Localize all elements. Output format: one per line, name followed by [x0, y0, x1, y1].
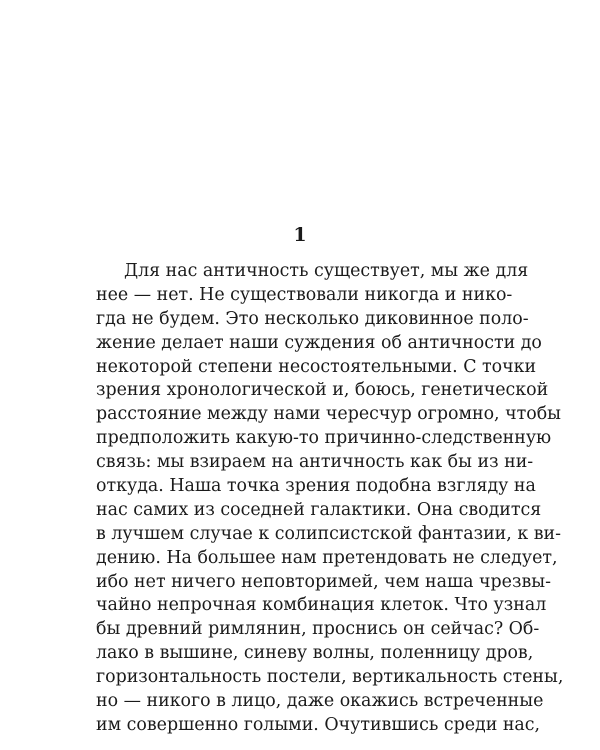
text-line: дению. На большее нам претендовать не следует,	[96, 547, 558, 568]
chapter-number: 1	[293, 224, 307, 246]
text-line: гда не будем. Это несколько диковинное поло-	[96, 308, 529, 329]
text-line: Для нас античность существует, мы же для	[124, 261, 529, 281]
text-line: некоторой степени несостоятельными. С точки	[96, 356, 537, 377]
text-line: но — никого в лицо, даже окажись встреченные	[96, 691, 544, 712]
text-line: зрения хронологической и, боюсь, генетической	[96, 380, 549, 401]
text-line: жение делает наши суждения об античности до	[96, 332, 542, 353]
text-line: ибо нет ничего неповторимей, чем наша чрезвы-	[96, 571, 551, 592]
text-line: лако в вышине, синеву волны, поленницу дров,	[96, 643, 534, 664]
text-line: горизонтальность постели, вертикальность стены,	[96, 667, 564, 688]
text-line: чайно непрочная комбинация клеток. Что узнал	[96, 595, 547, 616]
text-line: расстояние между нами чересчур огромно, чтобы	[96, 404, 562, 425]
text-line: нее — нет. Не существовали никогда и нико-	[96, 284, 513, 305]
text-line: им совершенно голыми. Очутившись среди нас,	[96, 714, 541, 735]
text-line: бы древний римлянин, проснись он сейчас? Об-	[96, 619, 540, 640]
body-text	[96, 260, 564, 738]
text-line: откуда. Наша точка зрения подобна взгляду на	[96, 476, 536, 497]
text-line: связь: мы взираем на античность как бы из ни-	[96, 452, 534, 473]
text-line: предположить какую-то причинно-следственную	[96, 428, 552, 449]
text-line: нас самих из соседней галактики. Она сводится	[96, 499, 542, 520]
text-line: в лучшем случае к солипсистской фантазии, к ви-	[96, 523, 561, 544]
